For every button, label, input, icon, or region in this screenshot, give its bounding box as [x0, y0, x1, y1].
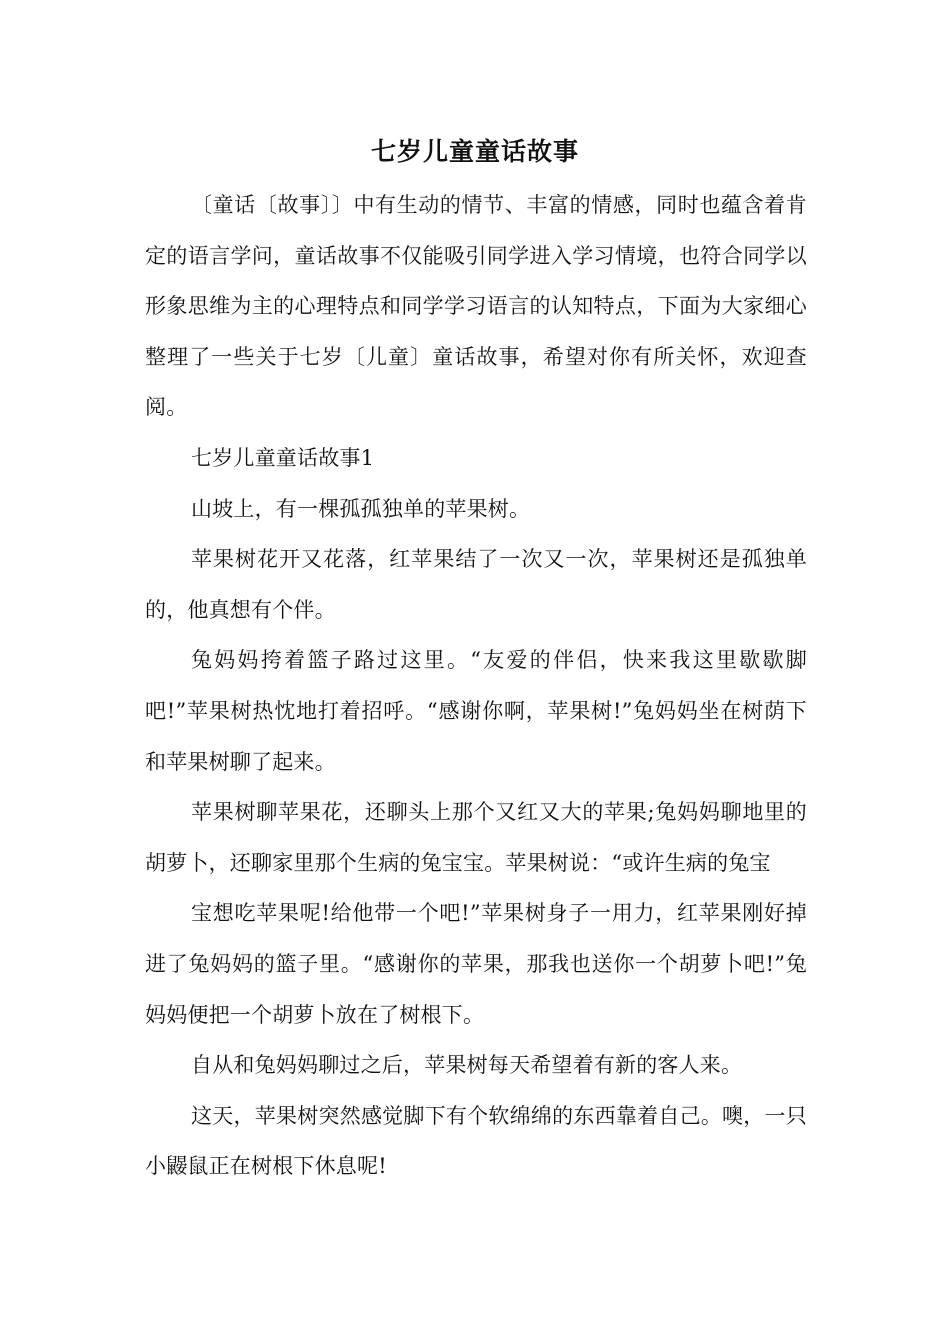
story-paragraph: 自从和兔妈妈聊过之后，苹果树每天希望着有新的客人来。 [191, 1053, 743, 1078]
story-paragraph: 兔妈妈挎着篮子路过这里。“友爱的伴侣，快来我这里歇歇脚吧!”苹果树热忱地打着招呼。“感谢你啊，苹果树!”兔妈妈坐在树荫下和苹果树聊了起来。 [145, 648, 807, 774]
story-paragraph: 宝想吃苹果呢!给他带一个吧!”苹果树身子一用力，红苹果刚好掉进了兔妈妈的篮子里。“感谢你的苹果，那我也送你一个胡萝卜吧!”兔妈妈便把一个胡萝卜放在了树根下。 [145, 901, 807, 1027]
story-paragraph: 这天，苹果树突然感觉脚下有个软绵绵的东西靠着自己。噢，一只小鼹鼠正在树根下休息呢! [145, 1103, 807, 1179]
story-paragraph: 苹果树聊苹果花，还聊头上那个又红又大的苹果;兔妈妈聊地里的胡萝卜，还聊家里那个生病的兔宝宝。苹果树说：“或许生病的兔宝 [145, 800, 807, 875]
document-title: 七岁儿童童话故事 [370, 137, 579, 166]
story-paragraph: 苹果树花开又花落，红苹果结了一次又一次，苹果树还是孤独单的，他真想有个伴。 [145, 547, 807, 622]
intro-paragraph: 〔童话〔故事〕〕中有生动的情节、丰富的情感，同时也蕴含着肯定的语言学问，童话故事不仅能吸引同学进入学习情境，也符合同学以形象思维为主的心理特点和同学学习语言的认知特点，下面为大家细心整理了一些关于七岁〔儿童〕童话故事，希望对你有所关怀，欢迎查阅。 [145, 193, 807, 420]
document-body [145, 180, 807, 1192]
story-paragraph: 山坡上，有一棵孤孤独单的苹果树。 [191, 496, 531, 521]
story-heading: 七岁儿童童话故事1 [191, 445, 375, 470]
